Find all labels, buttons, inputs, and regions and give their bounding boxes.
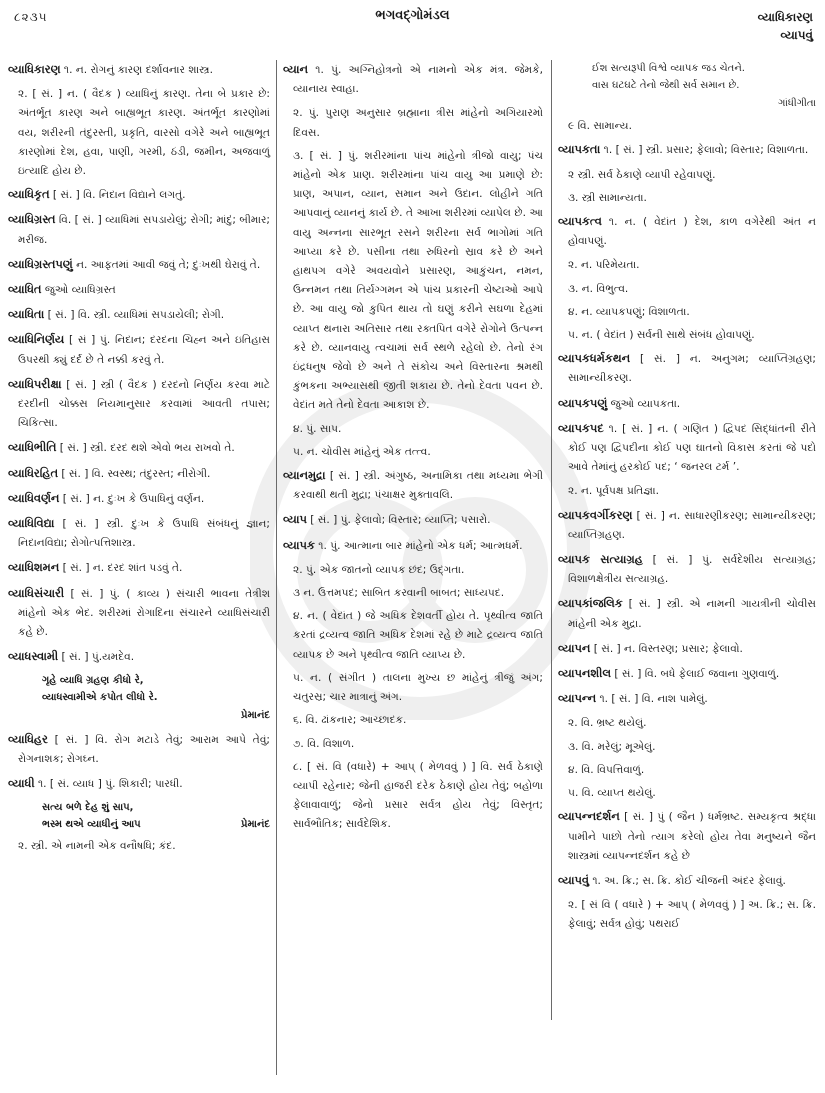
dictionary-entry: [8, 185, 270, 205]
headword: વ્યાપક: [283, 537, 315, 552]
dictionary-entry: [558, 506, 816, 545]
headword: વ્યાનમુદ્રા: [283, 468, 326, 483]
dictionary-entry: [558, 807, 816, 866]
headword: વ્યાધિત: [8, 282, 42, 297]
column-3: [558, 60, 816, 939]
quotation-line: સત્ય બળે દેહ શું સાપ,: [42, 802, 134, 814]
dictionary-entry: [8, 330, 270, 369]
definition-text: ૧. અ. ક્રિ.; સ. ક્રિ. કોઈ ચીજની અંદર ફેલાવું.: [588, 874, 786, 887]
sense-definition: ૫. ન. ( સંગીત ) તાલના મુખ્ય છ માંહેનું ત્રીજું અંગ; ચતુરસ્ર; ચાર માત્રાનું અંગ.: [293, 671, 543, 704]
definition-text: ન. આફતમાં આવી જવું તે; દુઃખથી ઘેરાવું તે.: [72, 258, 261, 271]
sense-definition: ૨. [ સં વિ ( વધારે ) + આપ્ ( મેળવવું ) ] અ. ક્રિ.; સ. ક્રિ. ફેલાવું; સર્વત્ર હોવું; પથરાઈ: [568, 899, 816, 931]
definition-text: [ સં. ] ન. વિસ્તરણ; પ્રસાર; ફેલાવો.: [590, 642, 743, 655]
sense-definition: ૩. [ સં. ] પું. શરીરમાંના પાંચ માંહેનો ત્રીજો વાયુ; પંચ માંહેનો એક પ્રાણ. શરીરમાંના પાંચ વાયુ આ પ્રમાણે છે: પ્રાણ, અપાન, વ્યાન, સમાન અને ઉદાન. લોહીને ગતિ આપવાનું વ્યાનનું કાર્ય છે. તે આખા શરીરમાં વ્યાપેલ છે. આ વાયુ અન્નના સારભૂત રસને શરીરના સર્વ ભાગોમાં ગતિ આપ્યા કરે છે. પસીના તથા રુધિરનો સ્રાવ કરે છે અને હાથપગ વગેરે અવયવોને પ્રસારણ, આકુંચન, નમન, ઉન્નમન તથા તિર્યગ્ગમન એ પાંચ પ્રકારની ચેષ્ટાઓ આપે છે. આ વાયુ જો કુપિત થાય તો ઘણું કરીને સઘળા દેહમાં વ્યાપ્ત થનારા અતિસાર તથા રક્તપિત વગેરે રોગોને ઉત્પન્ન કરે છે. વ્યાનવાયુ ત્વચામાં સર્વ સ્થળે રહેલો છે. તેનો રંગ ઇંદ્રધનુષ જેવો છે અને તે સંકોચ અને વિસ્તારના શ્રમથી કુંભકના અભ્યાસથી જીતી શકાય છે. તેનો દેવતા પવન છે. વેદાંત મતે તેનો દેવતા આકાશ છે.: [293, 149, 543, 412]
headword: વ્યાપવું: [558, 872, 589, 887]
headword: વ્યાધિભીતિ: [8, 440, 57, 455]
dictionary-entry: [8, 774, 270, 794]
dictionary-entry: [558, 550, 816, 589]
sense-definition: ૪. ન. વ્યાપકપણું; વિશાળતા.: [568, 305, 690, 318]
sense-definition: ૪. ન. ( વેદાંત ) જે અધિક દેશવર્તી હોય તે. પૃથ્વીત્વ જાતિ કરતાં દ્રવ્યત્વ જાતિ અધિક દેશમાં રહે છે માટે દ્રવ્યત્વ જાતિ વ્યાપક છે અને પૃથ્વીત્વ જાતિ વ્યાપ્ય છે.: [293, 610, 543, 661]
dictionary-entry: [8, 280, 270, 300]
definition-text: [ સં. ] સ્ત્રી. એ નામની ગાયત્રીની ચોવીસ માંહેની એક મુદ્રા.: [568, 598, 816, 630]
sense-definition: ૯ વિ. સામાન્ય.: [568, 120, 632, 133]
dictionary-entry: [558, 664, 816, 684]
definition-text: [ સં. ] વિ. સ્વસ્થ; તંદુરસ્ત; નીરોગી.: [58, 467, 211, 480]
quotation-attribution: પ્રેમાનંદ: [240, 819, 270, 831]
headword: વ્યાપક સત્યાગ્રહ: [558, 552, 643, 567]
dictionary-entry: [8, 464, 270, 484]
definition-text: [ સં. ] ન. દરદ શાંત પડવું તે.: [59, 562, 183, 575]
definition-text: વિ. [ સં. ] વ્યાધિમાં સપડાયેલું; રોગી; માંદું; બીમાર; મરીજ.: [18, 214, 270, 246]
dictionary-entry: [283, 60, 543, 99]
headword: વ્યાપન્ન: [558, 691, 597, 706]
definition-text: ૧. ન. ( વેદાંત ) દેશ, કાળ વગેરેથી અંત ન હોવાપણું.: [568, 216, 816, 248]
sense-definition: ૩ ન. ઉત્તમપદ; સાબિત કરવાની બાબત; સાધ્યપદ.: [293, 587, 505, 600]
headword: વ્યાધિશમન: [8, 560, 60, 575]
sense-definition: ૨. ન. પરિમેયતા.: [568, 259, 640, 272]
headword: વ્યાધિવર્ણન: [8, 490, 60, 505]
definition-text: [ સં. ] પું. સર્વદેશીય સત્યાગ્રહ; વિશાળક્ષેત્રીય સત્યાગ્રહ.: [568, 554, 816, 586]
definition-text: [ સં. ] વિ. રોગ મટાડે તેવું; આરામ આપે તેવું; રોગનાશક; રોગઘ્ન.: [18, 733, 270, 765]
dictionary-entry: [283, 466, 543, 505]
dictionary-entry: [8, 210, 270, 249]
dictionary-entry: [558, 212, 816, 251]
headword: વ્યાધિતા: [8, 307, 45, 322]
dictionary-entry: [8, 438, 270, 458]
dictionary-entry: [8, 489, 270, 509]
headword: વ્યાધિરહિત: [8, 465, 59, 480]
headword: વ્યાધિવિદ્યા: [8, 516, 55, 531]
headword: વ્યાપકાંજલિક: [558, 596, 623, 611]
definition-text: [ સં. ] ન. અનુગમ; વ્યાપ્તિગ્રહણ; સામાન્યીકરણ.: [568, 353, 816, 385]
headword: વ્યાન: [283, 62, 308, 76]
dictionary-entry: [283, 510, 543, 530]
sense-definition: ૫. ન. ચોવીસ માંહેનું એક તત્ત્વ.: [293, 445, 431, 458]
dictionary-entry: [558, 689, 816, 709]
dictionary-entry: [558, 349, 816, 388]
running-title: ભગવદ્ગોમંડલ: [375, 8, 450, 23]
page-header: [0, 0, 825, 55]
dictionary-entry: [8, 375, 270, 434]
definition-text: [ સં ] પું. નિદાન; દરદના ચિહ્ન અને ઇતિહાસ ઉપરથી ક્યું દર્દ છે તે નક્કી કરવું તે.: [18, 334, 270, 366]
dictionary-entry: [8, 60, 270, 80]
definition-text: [ સં. ] સ્ત્રી. દુઃખ કે ઉપાધિ સંબંધનું જ્ઞાન; નિદાનવિદ્યા; રોગોત્પત્તિશાસ્ત્ર.: [18, 518, 270, 550]
sense-definition: ૬. વિ. ઢાંકનાર; આચ્છાદક.: [293, 714, 407, 727]
headword: વ્યાપનશીલ: [558, 666, 612, 681]
sense-definition: ૩. સ્ત્રી સામાન્યતા.: [568, 191, 647, 204]
definition-text: [ સં. ] સ્ત્રી. દરદ થશે એવો ભય રાખવો તે.: [56, 442, 235, 455]
quotation-attribution: ગાંધીગીતા: [778, 98, 816, 109]
headword: વ્યાધી: [8, 776, 35, 791]
definition-text: [ સં. ] સ્ત્રી ( વૈદક ) દરદનો નિર્ણય કરવા માટે દરદીની ચોક્કસ નિયમાનુસાર કરવામાં આવતી તપાસ; ચિકિત્સા.: [18, 378, 270, 430]
headword: વ્યાધિસંચારી: [8, 585, 65, 600]
headword: વ્યાપકત્વ: [558, 214, 602, 229]
definition-text: [ સં. ] ન. દુઃખ કે ઉપાધિનું વર્ણન.: [59, 492, 205, 505]
definition-text: [ સં. ] પું. ફેલાવો; વિસ્તાર; વ્યાપ્તિ; પસારો.: [306, 514, 491, 527]
headword: વ્યાધિકારણ: [8, 62, 61, 76]
headword: વ્યાધિહર: [8, 731, 48, 746]
quotation-line: વ્યાધસ્વામીએ કપોત લીધો રે.: [42, 692, 158, 704]
quotation-attribution: પ્રેમાનંદ: [240, 710, 270, 722]
dictionary-entry: [558, 419, 816, 478]
column-2: [283, 60, 543, 839]
dictionary-entry: [8, 584, 270, 643]
quotation-line-with-attribution: [8, 816, 270, 833]
dictionary-entry: [8, 558, 270, 578]
sense-definition: ૪. વિ. વિપત્તિવાળું.: [568, 763, 645, 776]
definition-text: ૧. [ સં. વ્યાધ ] પું. શિકારી; પારધી.: [34, 778, 183, 791]
definition-text: [ સં. ] વિ. સ્ત્રી. વ્યાધિમાં સપડાયેલી; રોગી.: [44, 309, 225, 322]
headword: વ્યાપકવર્ગીકરણ: [558, 507, 633, 522]
sense-definition: ૩. વિ. મરેલું; મૂએલું.: [568, 740, 656, 753]
definition-text: ૧. [ સં. ] સ્ત્રી. પ્રસાર; ફેલાવો; વિસ્તાર; વિશાળતા.: [600, 144, 809, 157]
column-1: [8, 60, 270, 861]
sense-definition: ૨. [ સં. ] ન. ( વૈદક ) વ્યાધિનું કારણ. તેના બે પ્રકાર છે: અંતર્ભૂત કારણ અને બાહ્યભૂત કારણ. અંતર્ભૂત કારણોમાં વય, શરીરની તંદુરસ્તી, પ્રકૃતિ, વારસો વગેરે અને બાહ્યભૂત કારણોમાં દેશ, હવા, પાણી, ગરમી, ઠંડી, જમીન, અજવાળું ઇત્યાદિ હોય છે.: [18, 88, 270, 178]
definition-text: [ સં. ] સ્ત્રી. અંગુષ્ઠ, અનામિકા તથા મધ્યમા ભેગી કરવાથી થતી મુદ્રા; પંચાક્ષર મુક્તાવલિ.: [293, 470, 543, 502]
column-divider: [551, 60, 552, 1020]
dictionary-entry: [558, 639, 816, 659]
sense-definition: ૮. [ સં. વિ (વધારે) + આપ્ ( મેળવવું ) ] વિ. સર્વ ઠેકાણે વ્યાપી રહેનાર; જેની હાજરી દરેક ઠેકાણે હોય તેવું; બહોળા ફેલાવાવાળું; જેનો પ્રસાર સર્વત્ર હોય તેવું; વિસ્તૃત; સાર્વભૌતિક; સાર્વદેશિક.: [293, 760, 543, 831]
sense-definition: ૨. સ્ત્રી. એ નામની એક વનૌષધિ; કંદ.: [18, 840, 176, 853]
dictionary-entry: [8, 514, 270, 553]
headword: વ્યાપકધર્મકથન: [558, 351, 631, 366]
definition-text: [ સં. ] વિ. બધે ફેલાઈ જવાના ગુણવાળું.: [611, 668, 780, 681]
sense-definition: ૨. વિ. ભ્રષ્ટ થયેલું.: [568, 717, 647, 730]
sense-definition: ૪. પું. સાપ.: [293, 422, 342, 435]
guide-word-first: વ્યાધિકારણ: [757, 10, 813, 24]
headword: વ્યાપકતા: [558, 142, 601, 157]
headword: વ્યાપ: [283, 512, 307, 527]
headword: વ્યાપકપદ: [558, 420, 604, 435]
headword: વ્યાપન્નદર્શન: [558, 809, 620, 824]
dictionary-entry: [558, 594, 816, 633]
dictionary-entry: [8, 730, 270, 769]
headword: વ્યાપન: [558, 640, 591, 655]
sense-definition: ૩. ન. વિભુત્વ.: [568, 282, 629, 295]
sense-definition: ૨. ન. પૂર્વપક્ષ પ્રતિજ્ઞા.: [568, 485, 659, 498]
headword: વ્યાધસ્વામી: [8, 649, 59, 664]
headword: વ્યાધિપરીક્ષા: [8, 376, 62, 391]
dictionary-entry: [8, 255, 270, 275]
page-number: ૮૨૩૫: [14, 10, 48, 24]
quotation-line: ઈશ સત્યરૂપી વિશ્વે વ્યાપક જડ ચેતને.: [592, 63, 745, 74]
quotation-line: ભસ્મ થએ વ્યાધીનું આપ: [42, 819, 141, 831]
dictionary-entry: [283, 536, 543, 556]
dictionary-entry: [558, 871, 816, 891]
definition-text: [ સં. ] પું. ( કાવ્ય ) સંચારી ભાવના તેત્રીશ માંહેનો એક ભેદ. શરીરમાં રોગાદિના સંચારને વ્યાધિસંચારી કહે છે.: [18, 587, 270, 639]
quotation-line: ગૃહે વ્યાધિ ગ્રહણ કીધો રે,: [42, 675, 144, 687]
sense-definition: ૫. ન. ( વેદાંત ) સર્વની સાથે સંબંધ હોવાપણું.: [568, 329, 755, 342]
headword: વ્યાધિગ્રસ્તપણું: [8, 256, 73, 271]
sense-definition: ૫. વિ. વ્યાપ્ત થયેલું.: [568, 787, 656, 800]
definition-text: [ સં. ] ન. સાધારણીકરણ; સામાન્યીકરણ; વ્યાપ્તિગ્રહણ.: [568, 509, 816, 541]
sense-definition: ૨ સ્ત્રી. સર્વ ઠેકાણે વ્યાપી રહેવાપણું.: [568, 168, 716, 181]
guide-word-last: વ્યાપવું: [780, 28, 813, 42]
column-divider: [276, 60, 277, 1075]
headword: વ્યાપકપણું: [558, 395, 608, 410]
sense-definition: ૭. વિ. વિશાળ.: [293, 737, 355, 750]
headword: વ્યાધિગ્રસ્ત: [8, 212, 56, 227]
definition-text: જુઓ વ્યાધિગ્રસ્ત: [41, 284, 116, 297]
definition-text: ૧. ન. રોગનું કારણ દર્શાવનાર શાસ્ત્ર.: [60, 64, 213, 76]
guide-words: [758, 8, 813, 44]
quotation-line: વાસ ઘટઘટે તેનો જેથી સર્વ સમાન છે.: [592, 80, 740, 91]
definition-text: ૧. પું. આત્માના બાર માંહેનો એક ધર્મ; આત્મધર્મ.: [314, 539, 523, 552]
definition-text: [ સં. ] પું ( જૈન ) ધર્મભ્રષ્ટ. સમ્યકૃત્વ શ્રદ્ધા પામીને પાછો તેનો ત્યાગ કરેલો હોય તેવા મનુષ્યને જૈન શાસ્ત્રમાં વ્યાપન્નદર્શન કહે છે: [568, 811, 816, 862]
headword: વ્યાધિનિર્ણય: [8, 332, 65, 347]
headword: વ્યાધિકૃત: [8, 187, 50, 202]
sense-definition: ૨. પું. એક જાતનો વ્યાપક છંદ; ઉદ્ગતા.: [293, 563, 465, 576]
definition-text: [ સં. ] પું.યમદેવ.: [58, 651, 135, 664]
dictionary-entry: [8, 305, 270, 325]
definition-text: [ સં. ] વિ. નિદાન વિદ્યાને લગતું.: [49, 189, 186, 202]
sense-definition: ૨. પું. પુરાણ અનુસાર બ્રહ્માના ત્રીસ માંહેનો અગિયારમો દિવસ.: [293, 107, 543, 139]
definition-text: ૧. [ સં. ] વિ. નાશ પામેલું.: [596, 693, 708, 706]
definition-text: ૧. [ સં. ] ન. ( ગણિત ) દ્વિપદ સિદ્ધાંતની રીતે કોઈ પણ દ્વિપદીના કોઈ પણ ઘાતનો વિકાસ કરતાં જે પદો આવે તેમાંનું હરકોઈ પદ; ‘ જનરલ ટર્મ ’.: [568, 422, 816, 474]
dictionary-entry: [558, 140, 816, 160]
dictionary-entry: [8, 647, 270, 667]
dictionary-entry: [558, 394, 816, 414]
definition-text: જુઓ વ્યાપકતા.: [607, 397, 681, 410]
definition-text: ૧. પું. અગ્નિહોત્રનો એ નામનો એક મંત્ર. જેમકે, વ્યાનાય સ્વાહા.: [293, 64, 543, 96]
